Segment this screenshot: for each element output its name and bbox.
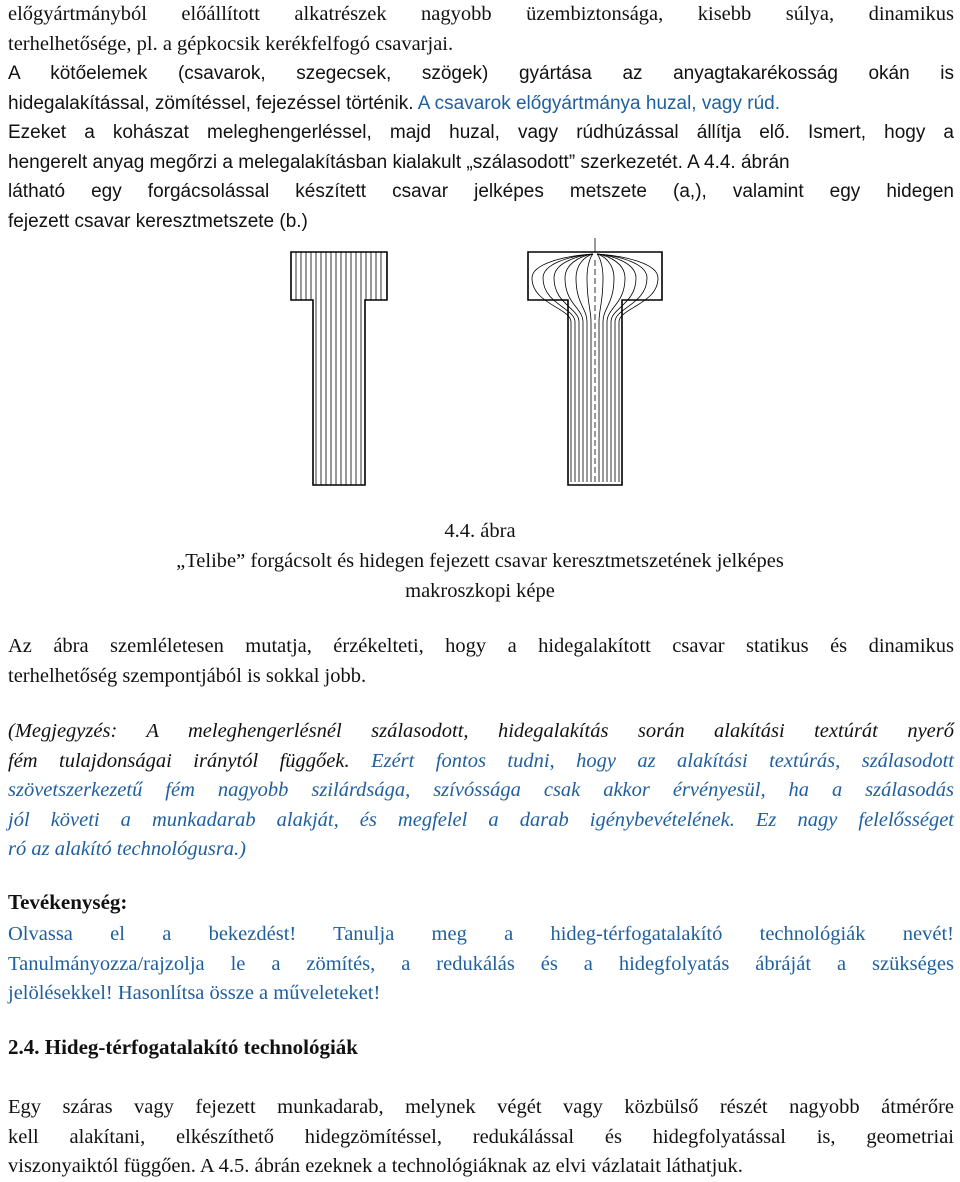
- activity-title: Tevékenység:: [8, 890, 128, 914]
- intro-line-part: A 4.4. ábrán: [682, 151, 790, 173]
- note-line: [8, 806, 954, 836]
- conclusion-line: terhelhetőség szempontjából is sokkal jobb.: [8, 664, 367, 687]
- intro-line: terhelhetősége, pl. a gépkocsik kerékfelfogó csavarjai.: [8, 32, 454, 55]
- intro-line-part: Ismert, hogy a: [789, 122, 954, 143]
- intro-line: A kötőelemek (csavarok, szegecsek, szögek) gyártása az anyagtakarékosság okán is: [8, 63, 954, 84]
- note-paragraph: [8, 717, 954, 865]
- section-paragraph: [8, 1093, 954, 1182]
- figure-caption-line: „Telibe” forgácsolt és hidegen fejezett csavar keresztmetszetének jelképes: [176, 550, 784, 572]
- activity-line: Tanulmányozza/rajzolja le a zömítés, a redukálás és a hidegfolyatás ábráját a szükséges: [8, 952, 954, 975]
- intro-line: [8, 89, 954, 119]
- note-line: ró az alakító technológusra.): [8, 838, 247, 860]
- machined-bolt-section: [291, 252, 387, 485]
- conclusion-paragraph: [8, 632, 954, 691]
- intro-line-part: A csavarok előgyártmánya huzal, vagy rúd.: [413, 92, 781, 114]
- activity-line: Olvassa el a bekezdést! Tanulja meg a hideg-térfogatalakító technológiák nevét!: [8, 923, 954, 945]
- note-line-part: Ez nagy felelősséget: [734, 808, 955, 831]
- intro-paragraph: [8, 0, 954, 236]
- figure-caption-line: makroszkopi képe: [405, 580, 555, 602]
- intro-line-part: hidegalakítással, zömítéssel, fejezéssel történik.: [8, 92, 414, 114]
- fiber-line: [597, 254, 603, 482]
- cold-headed-bolt-section: [528, 238, 662, 485]
- fiber-line: [597, 254, 614, 482]
- intro-line: látható egy forgácsolással készített csavar jelképes metszete (a,), valamint egy hidegen: [8, 181, 954, 202]
- intro-line: [8, 148, 954, 178]
- note-line-part: jól követi a munkadarab alakját, és megfelel a darab igénybevételének.: [8, 808, 735, 831]
- fiber-line: [576, 254, 593, 482]
- fiber-line: [532, 254, 593, 482]
- activity-paragraph: [8, 920, 954, 1009]
- section-line: Egy száras vagy fejezett munkadarab, melynek végét vagy közbülső részét nagyobb átmérőre: [8, 1096, 954, 1118]
- figure-number: 4.4. ábra: [444, 520, 516, 542]
- section-line: viszonyaiktól függően. A 4.5. ábrán ezeknek a technológiáknak az elvi vázlatait láthatjuk.: [8, 1155, 743, 1177]
- note-line: szövetszerkezetű fém nagyobb szilárdsága, szívóssága csak akkor érvényesül, ha a szálasodás: [8, 779, 954, 801]
- intro-line: [8, 118, 954, 148]
- fiber-line: [587, 254, 593, 482]
- section-title: 2.4. Hideg-térfogatalakító technológiák: [8, 1035, 358, 1059]
- fiber-line: [597, 254, 658, 482]
- note-line: [8, 747, 954, 777]
- intro-line-part: Ezeket a kohászat meleghengerléssel, majd huzal, vagy rúdhúzással állítja elő.: [8, 122, 790, 143]
- bolt-cross-section-figure: [0, 230, 960, 490]
- conclusion-line: Az ábra szemléletesen mutatja, érzékelteti, hogy a hidegalakított csavar statikus és dinamikus: [8, 635, 954, 657]
- note-line-part: fém tulajdonságai iránytól függőek.: [8, 749, 350, 772]
- intro-line: fejezett csavar keresztmetszete (b.): [8, 210, 308, 232]
- section-line: kell alakítani, elkészíthető hidegzömítéssel, redukálással és hidegfolyatással is, geometriai: [8, 1125, 954, 1148]
- activity-line: jelölésekkel! Hasonlítsa össze a műveleteket!: [8, 982, 381, 1004]
- intro-line: előgyártmányból előállított alkatrészek nagyobb üzembiztonsága, kisebb súlya, dinamikus: [8, 3, 954, 25]
- figure-caption: [0, 516, 960, 606]
- note-line: (Megjegyzés: A meleghengerlésnél szálasodott, hidegalakítás során alakítási textúrát nyerő: [8, 720, 954, 742]
- note-line-part: Ezért fontos tudni, hogy az alakítási textúrás, szálasodott: [349, 749, 954, 772]
- intro-line-part: hengerelt anyag megőrzi a melegalakításban kialakult „szálasodott” szerkezetét.: [8, 151, 683, 173]
